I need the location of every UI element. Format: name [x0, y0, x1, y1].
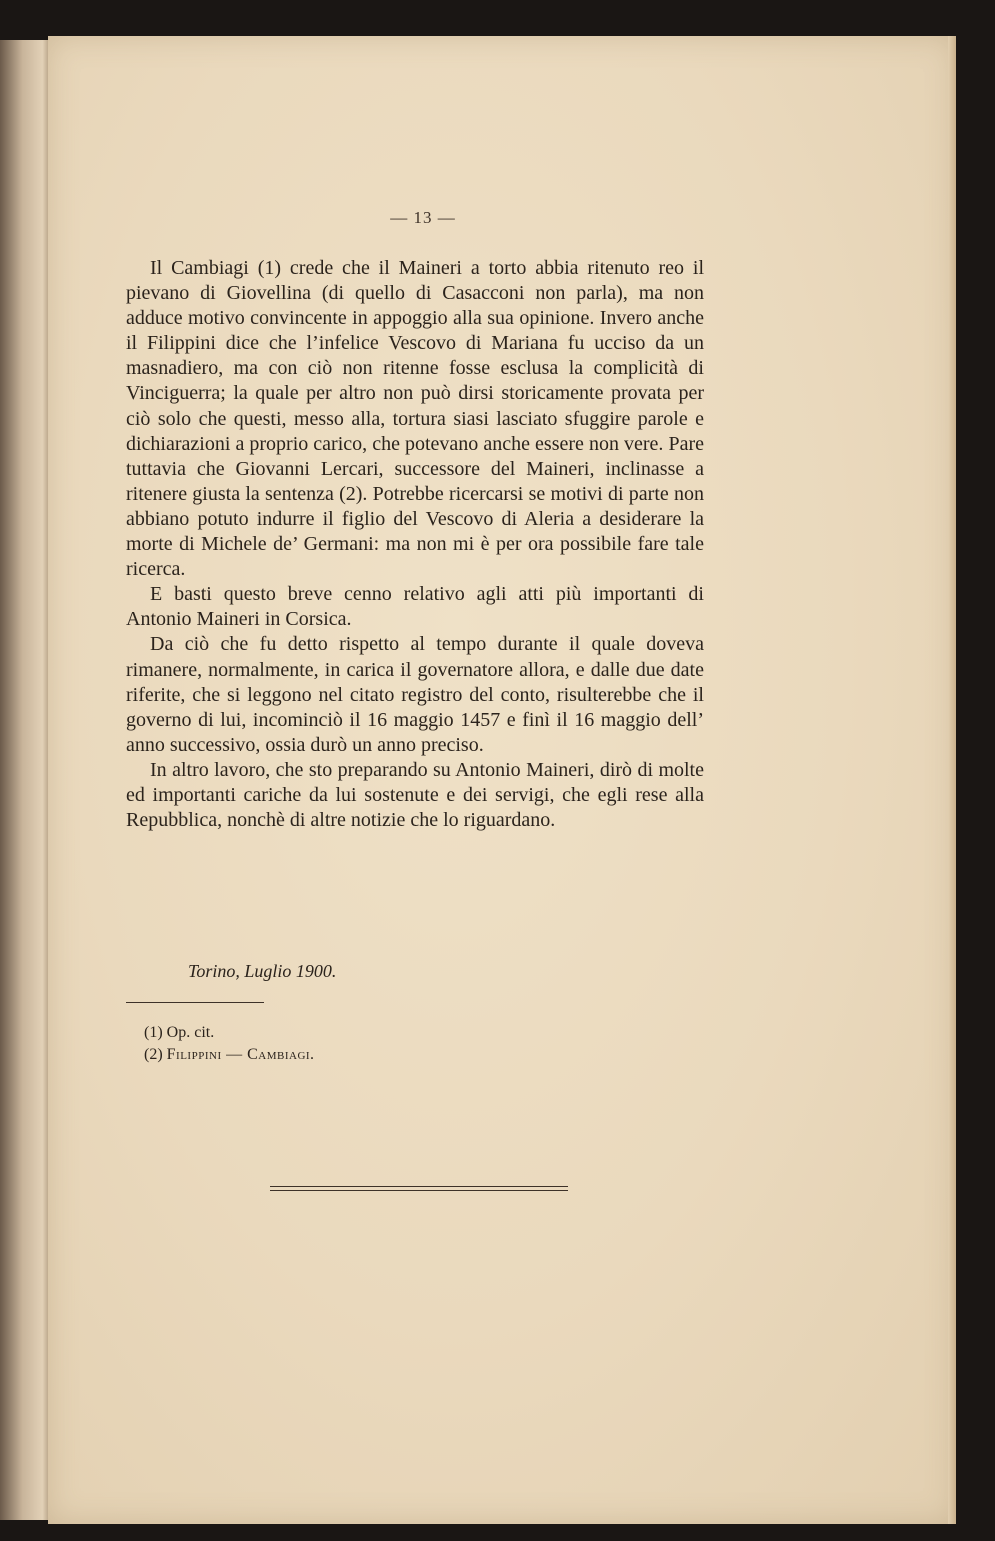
body-text [126, 256, 704, 833]
left-page-edge [0, 40, 50, 1520]
end-double-rule [270, 1186, 568, 1191]
paragraph: E basti questo breve cenno relativo agli atti più importanti di Antonio Maineri in Corsica. [126, 583, 704, 631]
footnote-marker: (2) [144, 1046, 163, 1063]
page-number: — 13 — [390, 208, 456, 227]
footnote-text: Op. cit. [166, 1024, 215, 1041]
page-edge [948, 36, 956, 1524]
paragraph: Il Cambiagi (1) crede che il Maineri a torto abbia ritenuto reo il pievano di Giovellina (di quello di Casacconi non parla), ma non adduce motivo convincente in appoggio alla sua opinione. Invero anche il Filippini dice che l’infelice Vescovo di Mariana fu ucciso da un masnadiero, ma con ciò non ritenne fosse esclusa la complicità di Vinciguerra; la quale per altro non può dirsi storicamente provata per ciò solo che questi, messo alla, tortura siasi lasciato sfuggire parole e dichiarazioni a proprio carico, che potevano anche essere non vere. Pare tuttavia che Giovanni Lercari, successore del Maineri, inclinasse a ritenere giusta la sentenza (2). Potrebbe ricercarsi se motivi di parte non abbiano potuto indurre il figlio del Vescovo di Aleria a desiderare la morte di Michele de’ Germani: ma non mi è per ora possibile fare tale ricerca. [126, 257, 704, 581]
footnote-text: Filippini — Cambiagi. [166, 1046, 315, 1063]
book-page [48, 36, 956, 1524]
footnote [144, 1022, 315, 1044]
footnote-rule [126, 1002, 264, 1003]
paragraph: Da ciò che fu detto rispetto al tempo durante il quale doveva rimanere, normalmente, in carica il governatore allora, e dalle due date riferite, che si leggono nel citato registro del conto, risulterebbe che il governo di lui, incominciò il 16 maggio 1457 e finì il 16 maggio dell’ anno successivo, ossia durò un anno preciso. [126, 633, 704, 756]
footnotes [144, 1022, 315, 1066]
footnote [144, 1044, 315, 1066]
paragraph: In altro lavoro, che sto preparando su Antonio Maineri, dirò di molte ed importanti cariche da lui sostenute e dei servigi, che egli rese alla Repubblica, nonchè di altre notizie che lo riguardano. [126, 758, 704, 832]
dateline: Torino, Luglio 1900. [188, 961, 337, 981]
footnote-marker: (1) [144, 1024, 163, 1041]
